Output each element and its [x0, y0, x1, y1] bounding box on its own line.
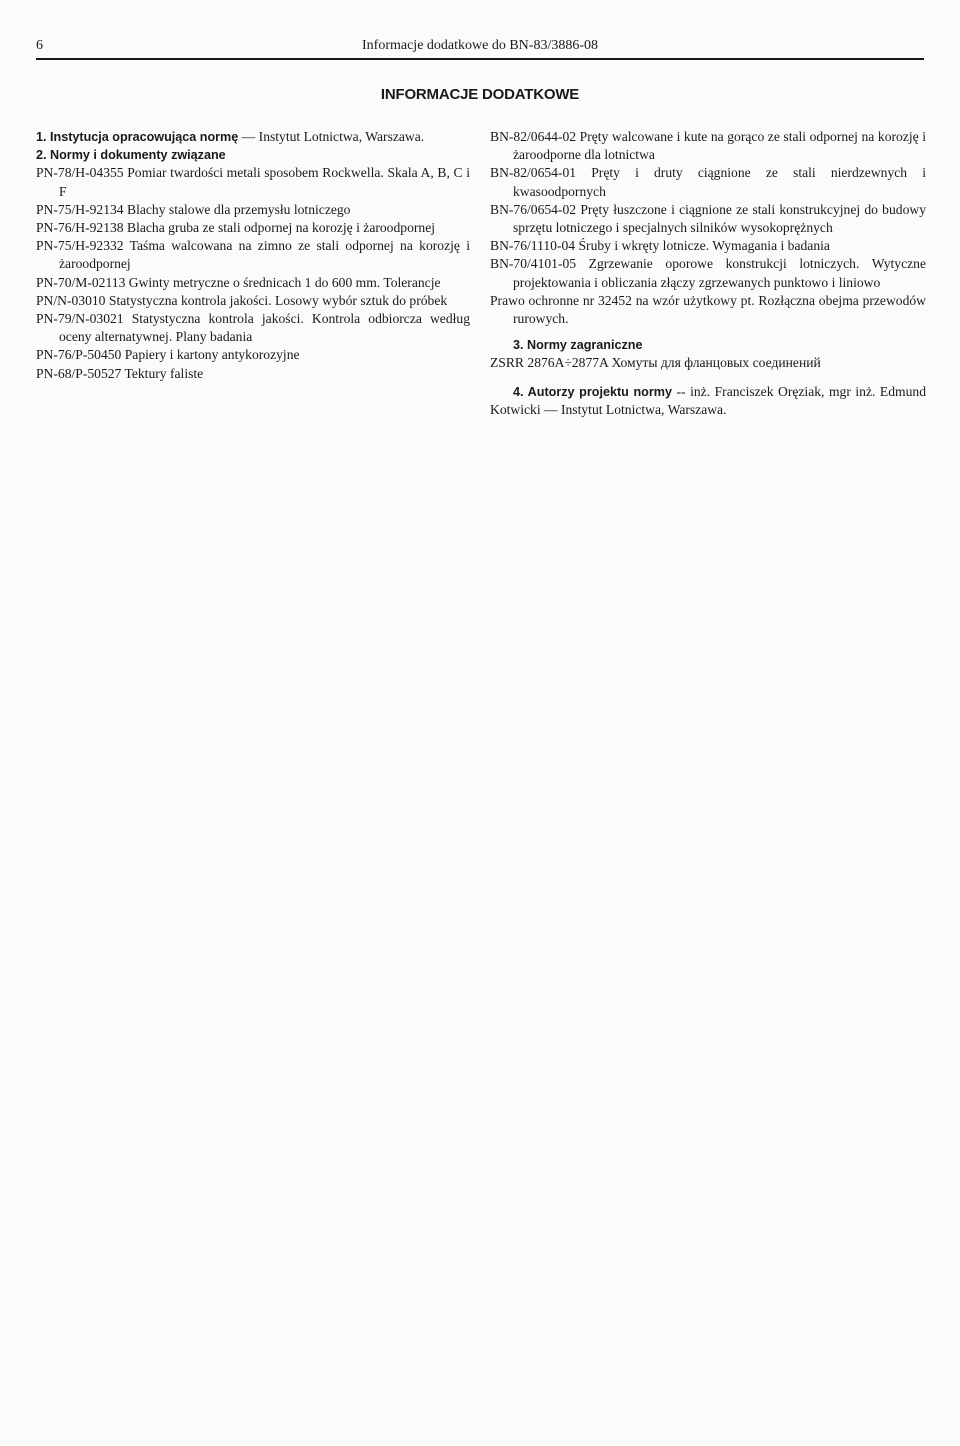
reference-entry: BN-82/0644-02 Pręty walcowane i kute na gorąco ze stali odpornej na korozję i żaroodporne dla lotnictwa [490, 129, 926, 163]
spacer [490, 328, 926, 336]
reference-entry: PN-68/P-50527 Tektury faliste [36, 365, 204, 381]
reference-entry: BN-70/4101-05 Zgrzewanie oporowe konstrukcji lotniczych. Wytyczne projektowania i obliczania złączy zgrzewanych punktowo i liniowo [490, 256, 926, 290]
reference-entry: PN-76/H-92138 Blacha gruba ze stali odpornej na korozję i żaroodpornej [36, 220, 436, 236]
reference-entry: PN-79/N-03021 Statystyczna kontrola jakości. Kontrola odbiorcza według oceny alternatywnej. Plany badania [36, 311, 470, 345]
reference-entry: PN-70/M-02113 Gwinty metryczne o średnicach 1 do 600 mm. Tolerancje [36, 274, 441, 290]
reference-entry: PN-75/H-92134 Blachy stalowe dla przemysłu lotniczego [36, 201, 351, 217]
section-2-heading: 2. Normy i dokumenty związane [36, 148, 226, 163]
section-2-heading-line [36, 146, 470, 164]
left-column [36, 128, 470, 383]
page-header [36, 34, 924, 58]
running-title: Informacje dodatkowe do BN-83/3886-08 [362, 38, 598, 53]
reference-entry: PN-75/H-92332 Taśma walcowana na zimno ze stali odpornej na korozję i żaroodpornej [36, 238, 470, 272]
reference-entry: PN/N-03010 Statystyczna kontrola jakości. Losowy wybór sztuk do próbek [36, 292, 448, 308]
section-3-heading: 3. Normy zagraniczne [513, 338, 643, 353]
reference-entry: PN-76/P-50450 Papiery i kartony antykorozyjne [36, 347, 300, 363]
right-column [490, 128, 926, 419]
spacer [490, 373, 926, 383]
section-3-heading-line [490, 336, 926, 354]
section-4-text: -- inż. Franciszek Oręziak, mgr inż. Edmund Kotwicki — Instytut Lotnictwa, Warszawa. [490, 383, 926, 417]
header-rule [36, 58, 924, 60]
section-1-heading: 1. Instytucja opracowująca normę [36, 130, 239, 144]
page-title: INFORMACJE DODATKOWE [380, 86, 580, 103]
section-1-text: — Instytut Lotnictwa, Warszawa. [241, 129, 425, 144]
section-4 [490, 383, 926, 419]
reference-entry: BN-82/0654-01 Pręty i druty ciągnione ze stali nierdzewnych i kwasoodpornych [490, 165, 926, 199]
reference-entry: Prawo ochronne nr 32452 na wzór użytkowy pt. Rozłączna obejma przewodów rurowych. [490, 292, 926, 327]
section-4-heading: 4. Autorzy projektu normy [513, 384, 672, 399]
reference-entry: PN-78/H-04355 Pomiar twardości metali sposobem Rockwella. Skala A, B, C i F [36, 165, 470, 199]
section-1 [36, 128, 470, 146]
page-number: 6 [36, 38, 43, 53]
reference-entry: BN-76/1110-04 Śruby i wkręty lotnicze. Wymagania i badania [490, 238, 830, 254]
section-3-text: ZSRR 2876A÷2877A Хомуты для фланцовых соединений [490, 355, 821, 371]
reference-entry: BN-76/0654-02 Pręty łuszczone i ciągnione ze stali konstrukcyjnej do budowy sprzętu lotniczego i specjalnych silników wysokoprężnych [490, 201, 926, 236]
